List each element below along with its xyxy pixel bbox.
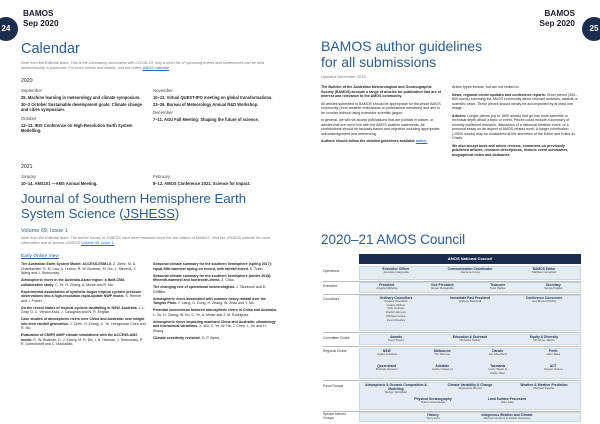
paper-entry (21, 333, 146, 347)
row-label-committee: Committee Chairs (323, 336, 350, 340)
guidelines-online-link[interactable]: online. (415, 139, 428, 143)
guidelines-updated: Updated December 2018 (321, 74, 366, 79)
role-holder: Jeanette Gargoville (383, 270, 409, 274)
paper-authors: J. L. Gray, D. C. Verdon-Kidd, J. Callaghan and N. R. English. (21, 305, 146, 315)
role-title: Treasurer (490, 283, 506, 287)
panel-role (470, 397, 544, 405)
role-holder: Rob Colman (387, 306, 405, 311)
event-date: 30–2 October (21, 102, 49, 108)
role-holder: Christine Jakobi (533, 338, 555, 342)
role-holder: Jochen Kaempf (431, 367, 453, 371)
jshess-title-line2-text: System Science ( (21, 206, 124, 221)
event-title: Machine learning in meteorology and climate symposium. (27, 95, 141, 100)
committee-role (433, 335, 507, 343)
paper-authors: S. Rennie and J. Fraser. (21, 294, 141, 303)
council-chart (323, 254, 581, 422)
paper-title: Atmospheric rivers in the Australia-Asian region: a BoM-CMA collaborative study. (21, 278, 125, 287)
role-holder: Agata Imielska (376, 352, 397, 356)
month-january: January (21, 174, 37, 179)
paper-title: Seasonal climate summary for the southern hemisphere (winter 2018): fifteenth-warmest and fourteenth-driest. (153, 273, 272, 283)
role-holder: John Bass (546, 352, 561, 356)
role-title: History (427, 413, 439, 417)
jshess-column-2 (153, 262, 278, 343)
committee-role (359, 335, 433, 343)
role-title: Indigenous Weather and Climate (481, 413, 533, 417)
row-label-operations: Operations (323, 269, 340, 273)
role-holder: Jasmine Irving (460, 270, 480, 274)
jshess-volume-link[interactable]: Volume 69, Issue 1. (81, 240, 115, 245)
role-holder: Tim Monroe (434, 352, 451, 356)
event-date: 23–26. (153, 102, 167, 108)
jshess-column-1 (21, 262, 146, 350)
row-label-executive: Executive (323, 284, 338, 288)
event-date: 25. (21, 95, 28, 100)
paper-authors: G. P. Ayers. (200, 336, 221, 341)
paper-entry (21, 317, 146, 331)
year-2020: 2020 (21, 78, 33, 84)
role-title: Immediate Past President (449, 296, 491, 300)
header-issue: Sep 2020 (23, 18, 59, 28)
role-holder: Angela Maharaj (376, 286, 398, 290)
paper-title: Seasonal climate summary for the southern hemisphere (spring 2017): equal-fifth-warmest spring on record, with rainfall mixed. (153, 262, 272, 271)
month-november: November (153, 88, 173, 93)
paper-title: Atmospheric rivers impacting mainland China and Australia: climatology and interannual variations. (153, 319, 276, 329)
calendar-intro (21, 61, 283, 70)
calendar-event (21, 181, 145, 186)
paper-authors: L. Xu, H. Zhang, W. Hu, C. Ye, A. Moise and J. M. Rodriguez. (153, 312, 250, 317)
paper-title: On the recent hiatus of tropical cyclone landfalling in NSW, Australia. (21, 305, 138, 310)
role-holder: Nicholas Tasker (459, 338, 481, 342)
year-2021: 2021 (21, 164, 33, 170)
paper-entry (153, 262, 278, 271)
row-divider (323, 380, 581, 381)
role-title: Land Surface Processes (487, 397, 527, 401)
role-holder: Andrew Marshall (458, 299, 482, 303)
month-october: October (21, 115, 37, 121)
role-title: Tasmania (490, 364, 506, 368)
jshess-title (21, 191, 301, 221)
paper-authors: Y. Liang, G. Dong, H. Zhang, W. Zhao and Y. Mo. (176, 301, 255, 306)
guideline-final (321, 139, 445, 144)
role-title: NSW (382, 349, 391, 353)
role-holder: Tess Parker (489, 286, 506, 290)
role-title: Awards (390, 335, 402, 339)
operations-role (433, 267, 507, 275)
row-divider (323, 346, 581, 347)
jshess-link[interactable]: JSHESS (123, 206, 175, 221)
special-interest-role (470, 413, 544, 421)
article-type-text: We also accept book and article reviews, comments on previously published articles, research descriptions, historic event summaries, biographical notes and obituaries. (452, 143, 569, 157)
paper-title: Climate sensitivity revisited. (153, 336, 201, 341)
panel-role (433, 383, 507, 391)
paper-authors: J. Stunnock and D. Griffiths. (153, 285, 267, 294)
event-date: 10–12. (153, 95, 167, 100)
row-label-panel: Panel Groups (323, 384, 344, 388)
header-brand-name-right: BAMOS (544, 9, 575, 18)
november-list (153, 95, 277, 107)
operations-role (359, 267, 433, 275)
committee-role (507, 335, 581, 343)
calendar-event (21, 95, 145, 100)
article-type-title: News, regional centre updates and conference reports: (452, 92, 547, 97)
paper-authors: J. Chen, H. Zhang, C. Ye, Hongchuan Chen and R. Mo (21, 321, 146, 331)
role-title: Communication Coordinator (447, 267, 493, 271)
panel-role (359, 383, 433, 395)
role-holder: Scott Power (387, 338, 405, 342)
event-title: IRIS Conference on High-Resolution Earth System Modelling. (21, 122, 133, 133)
guidelines-column-left (321, 85, 445, 144)
regional-role (415, 349, 471, 357)
guidelines-column-right (452, 85, 579, 160)
role-holder: Mathias Campbell (531, 270, 556, 274)
paper-authors: S. Tobin. (248, 266, 264, 271)
role-title: Physical Oceanography (414, 397, 452, 401)
role-holder: Andrea Taschetto (384, 299, 408, 303)
row-label-special: Special Interest Groups (323, 412, 346, 420)
header-issue-right: Sep 2020 (539, 18, 575, 28)
role-holder: Jatin Kala (500, 400, 514, 404)
article-types-intro: Article types include, but are not limited to: (452, 85, 520, 89)
regional-role (359, 349, 415, 357)
role-title: Executive Officer (382, 267, 410, 271)
role-title: Secretary (545, 283, 561, 287)
executive-role (470, 283, 526, 291)
jshess-intro (21, 236, 283, 245)
month-december: December (153, 110, 173, 116)
calendar-intro-text: Note from the Editorial team: This is the uncertainty associated with COVID-19, only a short list of upcoming events and conferences can be held online/virtually is published. For more events and details, visit the online (21, 61, 265, 70)
event-title: Sustainable development goals: Climate change and cities symposium. (21, 102, 143, 113)
role-title: Atmospheric & Oceanic Composition & Modelling (365, 383, 427, 391)
row-label-regional: Regional Chairs (323, 349, 347, 353)
guideline-paragraph: The Bulletin of the Australian Meteorological and Oceanographic Society (BAMOS) accepts a range of articles for publication that are of interest and relevance to the AMOS community. (321, 85, 442, 98)
article-type-text: Longer pieces (up to 1500 words) that go into more scientific or technical depth about a topic or event. Pieces could include a summary of recently published research, discussion of a historical weather event, or a personal essay on an aspect of AMOS-related work. A longer contribution (>2500 words) may be considered at the discretion of the Editor and Editor-in-Chiefs. (452, 113, 576, 140)
calendar-event (153, 117, 277, 122)
month-september: September (21, 88, 43, 93)
calendar-event (153, 95, 277, 100)
january-list (21, 181, 145, 186)
paper-title: Evaluation of CMIP5 AMIP climate simulations with the ACCESS-AM2 model. (21, 333, 138, 342)
panel-role (396, 397, 470, 405)
role-title: Ordinary Councillors (379, 296, 413, 300)
role-title: Queensland (377, 364, 397, 368)
council-title: 2020–21 AMOS Council (321, 232, 466, 247)
event-title: Bureau of Meteorology Annual R&D Workshop. (166, 102, 259, 108)
paper-entry (153, 274, 278, 283)
header-brand (23, 9, 59, 28)
paper-authors: Z. Ziehn, M. A. Chamberlain, R. M. Law, A. Lenton, R. W. Bodman, M. Dix, L. Stevens, Y. Wang and J. Srbinovsky. (21, 262, 137, 275)
role-title: Perth (549, 349, 558, 353)
september-list (21, 95, 145, 113)
role-holder: Ian Shepherd (488, 352, 507, 356)
guidelines-title-line2: for all submissions (321, 54, 437, 70)
role-title: Climate Variability & Change (447, 383, 493, 387)
guidelines-title-line1: BAMOS author guidelines (321, 38, 483, 54)
month-february: February (153, 174, 171, 179)
paper-entry (21, 278, 146, 287)
event-date: 8–12. (153, 181, 165, 186)
regional-role (359, 364, 415, 372)
article-type-title: Articles: (452, 113, 467, 118)
event-title: AMOS Conference 2021: Science for Impact. (164, 181, 251, 186)
role-title: Education & Outreach (452, 335, 488, 339)
role-holder: Jacqueline Bomer (457, 386, 482, 390)
paper-title: Case studies of atmospheric rivers over China and Australia: new insight into their rainfall generation. (21, 317, 145, 326)
calendar-event (153, 102, 277, 107)
jshess-title-line2 (21, 206, 301, 221)
calendar-col-left (21, 88, 145, 135)
paper-title: Potential connections between atmospheric rivers in China and Australia. (153, 308, 278, 313)
role-holder: Michael Grose (386, 313, 406, 318)
operations-role (507, 267, 581, 275)
header-brand-right (539, 9, 575, 28)
guideline-paragraph: All articles submitted to BAMOS should be appropriate for the whole AMOS community (from weather enthusiasts to professional members) and aim to be concise without using extensive scientific jargon. (321, 101, 441, 115)
role-holder: Sonya Fiddes (544, 286, 563, 290)
paper-entry (21, 262, 146, 276)
role-title: Equity & Diversity (529, 335, 559, 339)
page-number: 24 (0, 17, 18, 41)
panel-role (507, 383, 581, 391)
paper-authors: Z. Chao. (220, 278, 235, 283)
article-type (452, 144, 579, 158)
october-list (21, 123, 145, 133)
calendar-col-right (153, 88, 277, 125)
paper-authors: R. W. Bodman, D. J. Karoly, M. R. Dix, I. N. Harman, J. Srbinovsky, P. R. Dobrohotoff and C. Mackallah. (21, 337, 143, 347)
councillor-role (359, 296, 433, 322)
paper-entry (153, 320, 278, 334)
role-title: BAMOS Editor (532, 267, 556, 271)
role-holder: Michael Reeder (533, 386, 555, 390)
paper-title: Experimental assimilation of synthetic bogus tropical cyclone pressure observations into a high-resolution rapid-update NWP model. (21, 289, 142, 299)
role-holder: Larry Taylor & (488, 367, 507, 371)
executive-role (359, 283, 415, 291)
role-title: Vice President (430, 283, 454, 287)
header-brand-name: BAMOS (23, 9, 54, 18)
guideline-paragraph: In general, we will not accept publications that are political in nature, or articles that are not in line with the AMOS position statements. All contributions should be factually based and objective including appropriate acknowledgement and referencing. (321, 118, 440, 136)
paper-title: The Australian Earth System Model: ACCESS-ESM1.5. (21, 262, 112, 266)
jshess-title-end: ) (174, 206, 180, 221)
paper-title: The changing role of operational meteorologists. (153, 285, 236, 290)
role-holder: Kathy Allen (490, 370, 506, 375)
national-council-banner: AMOS National Council (359, 254, 581, 264)
article-type (452, 114, 579, 141)
councillor-role (433, 296, 507, 304)
calendar-event (153, 181, 277, 186)
jshess-title-line1: Journal of Southern Hemisphere Earth (21, 191, 247, 206)
article-type (452, 93, 579, 111)
december-list (153, 117, 277, 122)
role-holder: Diana Greenslade (420, 400, 446, 404)
regional-role (415, 364, 471, 372)
paper-entry (153, 297, 278, 306)
role-holder: Kevin Rowley (386, 317, 406, 322)
paper-entry (153, 285, 278, 294)
guideline-final-text: Authors should follow the detailed guidelines available (321, 139, 416, 143)
early-online-view-link[interactable]: Early Online View (21, 254, 59, 259)
row-divider (323, 332, 581, 333)
role-holder: Jaci Brown (2021) (531, 299, 557, 303)
page-header-right (300, 0, 600, 38)
calendar-title: Calendar (21, 41, 80, 57)
executive-role (526, 283, 582, 291)
regional-role (526, 364, 582, 372)
jshess-volume: Volume 69, Issue 1 (21, 228, 68, 234)
role-title: ACT (549, 364, 557, 368)
role-title: Adelaide (435, 364, 450, 368)
role-holder: David Harness (386, 310, 406, 315)
paper-entry (21, 306, 146, 315)
paper-entry (21, 290, 146, 304)
paper-title: Atmospheric rivers associated with summer heavy rainfall over the Yangtze Plain. (153, 296, 266, 306)
row-label-councillors: Councillors (323, 297, 340, 301)
role-holder: Terry Hart (426, 416, 440, 420)
paper-entry (153, 336, 278, 341)
calendar-event (21, 102, 145, 112)
regional-role (470, 349, 526, 357)
role-holder: Robyn Schofield (385, 390, 407, 394)
calendar-link[interactable]: AMOS calendar (142, 65, 170, 70)
event-date: 7–11. (153, 117, 165, 123)
event-title: AGU Fall Meeting: Shaping the future of science. (164, 117, 259, 123)
calendar-2021-left (21, 174, 145, 188)
role-holder: Marcus Hopkins & Jackie Sweeney (483, 416, 531, 420)
role-title: Melbourne (433, 349, 451, 353)
regional-role (470, 364, 526, 375)
role-holder: Michael Hewson (375, 367, 398, 371)
role-title: Weather & Weather Prediction (520, 383, 568, 387)
role-holder: Roger Dargaville (431, 286, 454, 290)
special-interest-role (396, 413, 470, 421)
paper-entry (153, 308, 278, 317)
role-title: Darwin (492, 349, 504, 353)
regional-role (526, 349, 582, 357)
paper-authors: X. Wu, C. Ye, W. He, J. Chen, L. Xu and H. Zhang. (153, 324, 267, 333)
role-title: Conference Convenors (525, 296, 563, 300)
event-date: 10–14. (21, 181, 35, 186)
article-type-text: Short pieces (300–800 words) informing the AMOS community about relevant activities, awards or scientific news. These pieces should ideally be accompanied by at least one image. (452, 92, 578, 110)
page-header (0, 0, 300, 38)
role-title: President (379, 283, 395, 287)
guidelines-title (321, 38, 591, 70)
jshess-intro-text: Note from the Editorial team: The further issues of JSHESS have been released since the last edition of BAMOS. Visit the JSHESS website for more information and to access JSHESS (21, 236, 271, 245)
paper-authors: C. Ye, H. Zhang, A. Moise and R. Mo. (54, 282, 114, 287)
event-title: Virtual QUEST-IPO meeting on global transformations. (166, 95, 273, 100)
councillor-role (507, 296, 581, 304)
page-number-right: 25 (582, 17, 600, 41)
executive-role (415, 283, 471, 291)
event-date: 12–13. (21, 122, 35, 128)
right-page (300, 0, 600, 424)
role-holder: Louise Wilson (386, 302, 406, 307)
february-list (153, 181, 277, 186)
calendar-event (21, 123, 145, 133)
event-title: AMS101 —AMS Annual Meeting. (34, 181, 98, 186)
calendar-2021-right (153, 174, 277, 188)
role-holder: Steven Siems (543, 367, 563, 371)
